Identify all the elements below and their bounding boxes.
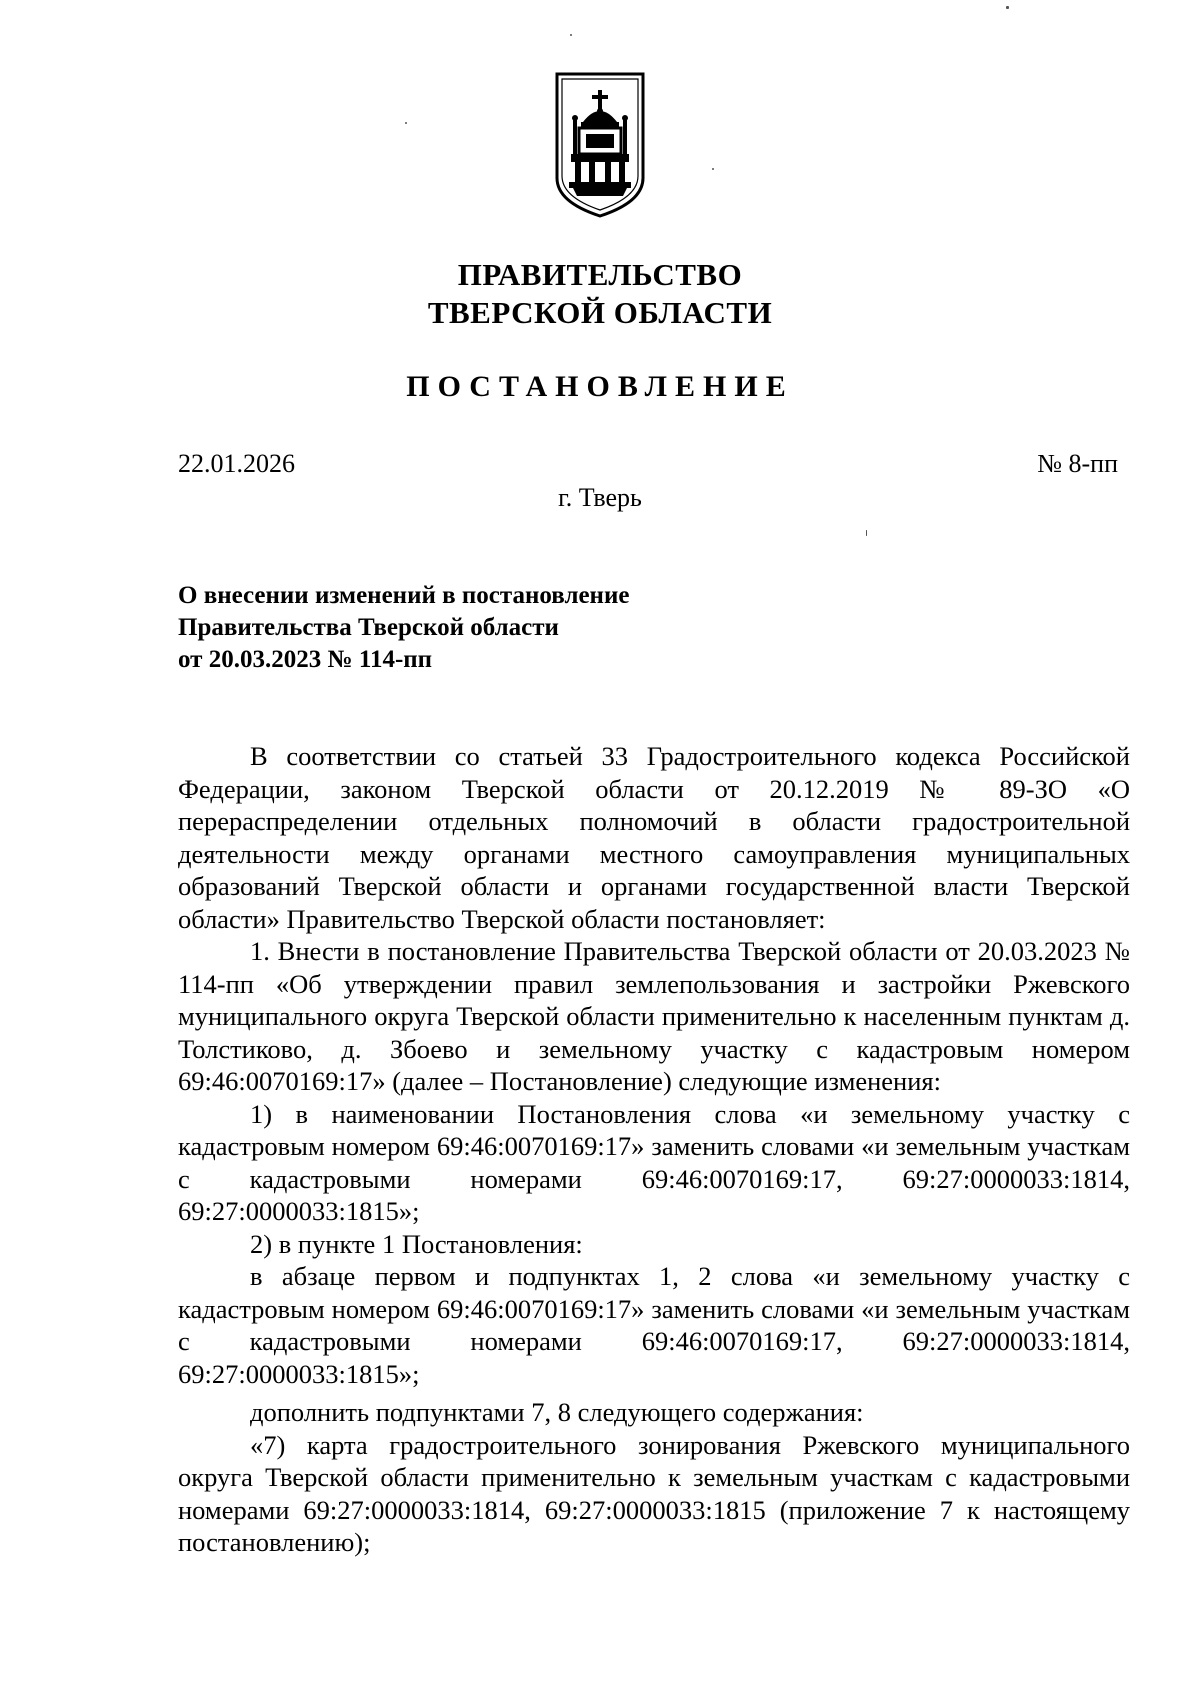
body-paragraph: В соответствии со статьей 33 Градостроительного кодекса Российской Федерации, законом Тверской области от 20.12.2019 № 89-ЗО «О перераспределении отдельных полномочий в области градостроительной деятельности между органами местного самоуправления муниципальных образований Тверской области и органами государственной власти Тверской области» Правительство Тверской области постановляет: [178, 741, 1130, 934]
scan-speck [866, 530, 867, 536]
scan-speck [405, 122, 407, 124]
document-type: ПОСТАНОВЛЕНИЕ [406, 370, 794, 403]
document-date: 22.01.2026 [178, 449, 295, 478]
scan-speck [712, 168, 714, 170]
body-paragraph: дополнить подпунктами 7, 8 следующего содержания: [250, 1397, 864, 1427]
body-paragraph: 1. Внести в постановление Правительства Тверской области от 20.03.2023 № 114-пп «Об утверждении правил землепользования и застройки Ржевского муниципального округа Тверской области применительно к населенным пунктам д. Толстиково, д. Збоево и земельному участку с кадастровым номером 69:46:0070169:17» (далее – Постановление) следующие изменения: [178, 936, 1130, 1096]
body-paragraph: «7) карта градостроительного зонирования Ржевского муниципального округа Тверской области применительно к земельным участкам с кадастровыми номерами 69:27:0000033:1814, 69:27:0000033:1815 (приложение 7 к настоящему постановлению); [178, 1429, 1130, 1557]
document-city: г. Тверь [558, 483, 642, 512]
document-subject [178, 580, 629, 676]
coat-of-arms-icon [553, 70, 647, 220]
body-paragraph: в абзаце первом и подпунктах 1, 2 слова «и земельному участку с кадастровым номером 69:46:0070169:17» заменить словами «и земельным участкам с кадастровыми номерами 69:46:0070169:17, 69:27:0000033:1814, 69:27:0000033:1815»; [178, 1261, 1130, 1389]
subject-line: О внесении изменений в постановление [178, 582, 630, 609]
scan-speck [1006, 6, 1009, 9]
scan-speck [570, 34, 572, 36]
government-region: ТВЕРСКОЙ ОБЛАСТИ [427, 295, 773, 330]
subject-line: Правительства Тверской области [178, 614, 559, 641]
body-paragraph: 1) в наименовании Постановления слова «и земельному участку с кадастровым номером 69:46:0070169:17» заменить словами «и земельным участкам с кадастровыми номерами 69:46:0070169:17, 69:27:0000033:1814, 69:27:0000033:1815»; [178, 1098, 1130, 1226]
document-number: № 8-пп [1037, 449, 1118, 478]
body-paragraph: 2) в пункте 1 Постановления: [250, 1228, 583, 1259]
government-title: ПРАВИТЕЛЬСТВО [457, 257, 743, 292]
subject-line: от 20.03.2023 № 114-пп [178, 646, 433, 673]
document-body [178, 740, 1130, 1559]
